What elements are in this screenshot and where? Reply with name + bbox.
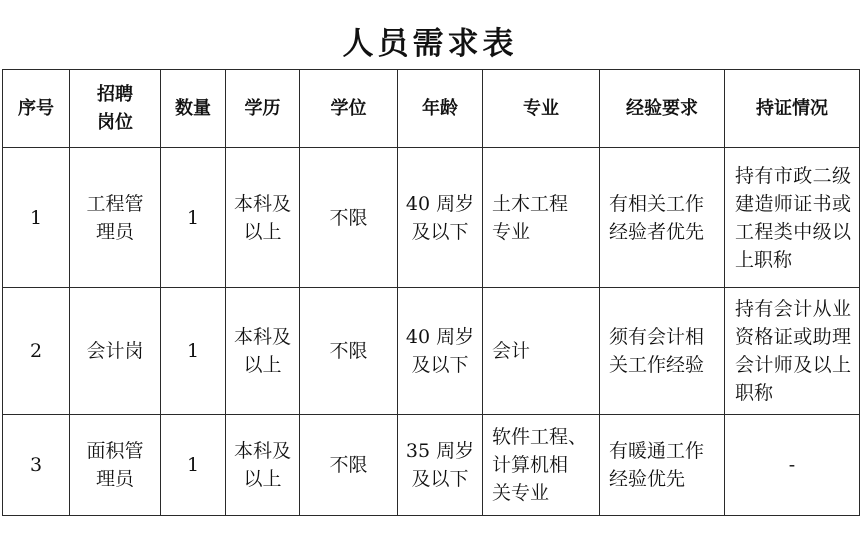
header-age: 年龄 xyxy=(398,70,483,148)
cell-education xyxy=(226,288,300,415)
cell-line: 关工作经验 xyxy=(609,354,705,376)
cell-line: 工程管 xyxy=(86,192,144,215)
cell-certificate: 持有会计从业资格证或助理会计师及以上职称 xyxy=(725,288,860,415)
cell-degree: 不限 xyxy=(300,288,398,415)
table-row xyxy=(3,415,860,516)
table-row xyxy=(3,148,860,288)
cell-major xyxy=(483,148,600,288)
cell-line: 关专业 xyxy=(492,482,550,504)
cell-line: 面积管 xyxy=(86,440,144,462)
cell-count: 1 xyxy=(161,148,226,288)
cell-line: 计算机相 xyxy=(492,454,569,476)
cell-degree: 不限 xyxy=(300,148,398,288)
header-experience: 经验要求 xyxy=(600,70,725,148)
cell-position xyxy=(70,288,161,415)
cell-line: 40 周岁 xyxy=(405,326,475,348)
cell-line: 及以下 xyxy=(411,468,469,490)
cell-line: 35 周岁 xyxy=(405,440,475,462)
cell-line: 经验优先 xyxy=(609,468,686,490)
cell-line: 以上 xyxy=(243,468,282,490)
cell-line: 软件工程、 xyxy=(492,426,588,448)
cell-experience xyxy=(600,415,725,516)
cell-count: 1 xyxy=(161,288,226,415)
cell-age xyxy=(398,288,483,415)
header-degree: 学位 xyxy=(300,70,398,148)
cell-line: 40 周岁 xyxy=(405,192,475,215)
cell-line: 以上 xyxy=(243,354,282,376)
cell-line: 会计 xyxy=(492,340,531,362)
cell-certificate: - xyxy=(725,415,860,516)
cell-index: 3 xyxy=(3,415,70,516)
cell-line: 须有会计相 xyxy=(609,326,705,348)
cell-age xyxy=(398,415,483,516)
table-row xyxy=(3,288,860,415)
cell-line: 理员 xyxy=(95,468,134,490)
cell-education xyxy=(226,415,300,516)
cell-line: 土木工程 xyxy=(492,192,569,215)
requirements-table xyxy=(2,69,860,516)
header-position xyxy=(70,70,161,148)
page-title: 人员需求表 xyxy=(342,26,518,62)
cell-position xyxy=(70,148,161,288)
cell-line: 本科及 xyxy=(233,440,291,462)
cell-line: 经验者优先 xyxy=(609,220,705,243)
cell-line: 理员 xyxy=(95,220,134,243)
cell-line: 有暖通工作 xyxy=(609,440,705,462)
cell-major xyxy=(483,288,600,415)
header-count: 数量 xyxy=(161,70,226,148)
header-position-line: 招聘 xyxy=(97,83,133,105)
cell-major xyxy=(483,415,600,516)
cell-line: 有相关工作 xyxy=(609,192,705,215)
header-education: 学历 xyxy=(226,70,300,148)
cell-degree: 不限 xyxy=(300,415,398,516)
cell-line: 及以下 xyxy=(411,354,469,376)
cell-line: 及以下 xyxy=(411,220,469,243)
cell-index: 2 xyxy=(3,288,70,415)
cell-line: 专业 xyxy=(492,220,531,243)
cell-age xyxy=(398,148,483,288)
header-certificate: 持证情况 xyxy=(725,70,860,148)
header-index: 序号 xyxy=(3,70,70,148)
cell-line: 本科及 xyxy=(233,192,291,215)
cell-certificate: 持有市政二级建造师证书或工程类中级以上职称 xyxy=(725,148,860,288)
cell-line: 以上 xyxy=(243,220,282,243)
header-position-line: 岗位 xyxy=(97,111,133,133)
cell-position xyxy=(70,415,161,516)
cell-experience xyxy=(600,288,725,415)
cell-count: 1 xyxy=(161,415,226,516)
cell-line: 本科及 xyxy=(233,326,291,348)
cell-experience xyxy=(600,148,725,288)
cell-line: 会计岗 xyxy=(86,340,144,362)
table-header-row xyxy=(3,70,860,148)
cell-education xyxy=(226,148,300,288)
header-major: 专业 xyxy=(483,70,600,148)
cell-index: 1 xyxy=(3,148,70,288)
